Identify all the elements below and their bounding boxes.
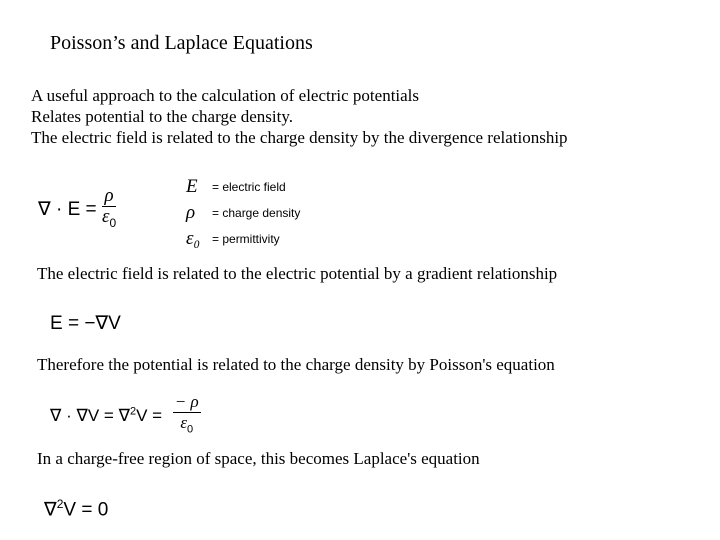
legend-symbol: ε₀ [186,228,201,249]
laplace-equation [44,497,108,521]
laplace-tail: V = 0 [63,499,109,521]
poisson-denominator [180,413,193,439]
poisson-fraction [173,392,201,439]
divergence-fraction [102,186,116,233]
laplace-superscript: 2 [56,497,64,511]
intro-paragraph [31,85,568,148]
symbol-legend [186,174,300,252]
legend-label: = charge density [212,206,301,220]
divergence-lhs: ∇ · E = [38,198,97,220]
divergence-denominator [102,207,116,233]
laplace-nabla: ∇ [44,499,57,521]
intro-line-2: Relates potential to the charge density. [31,107,294,126]
poisson-lhs-tail: V = [136,406,163,426]
legend-row-permittivity [186,226,300,252]
gradient-text: The electric field is related to the electric potential by a gradient relationship [37,264,558,283]
poisson-lhs-main: ∇ · ∇V = ∇ [50,406,130,426]
legend-label: = permittivity [212,232,280,246]
divergence-numerator: ρ [104,185,114,206]
intro-line-1: A useful approach to the calculation of electric potentials [31,86,420,105]
intro-line-3: The electric field is related to the charge density by the divergence relationship [31,128,568,147]
poisson-text: Therefore the potential is related to the charge density by Poisson's equation [37,355,555,374]
legend-symbol: ρ [186,202,196,223]
legend-label: = electric field [212,180,286,194]
gradient-equation: E = −∇V [50,313,121,334]
poisson-epsilon: ε [180,413,188,432]
poisson-numerator: − ρ [174,392,199,411]
poisson-lhs [50,406,167,425]
laplace-text: In a charge-free region of space, this becomes Laplace's equation [37,449,480,468]
legend-symbol: E [186,176,198,197]
legend-row-electric-field [186,174,300,200]
divergence-subscript: 0 [109,215,117,230]
legend-row-charge-density [186,200,300,226]
page-title: Poisson’s and Laplace Equations [50,32,313,54]
poisson-superscript: 2 [129,405,137,418]
divergence-epsilon: ε [101,206,110,227]
poisson-equation [50,392,201,439]
divergence-equation [38,186,116,233]
poisson-subscript: 0 [187,423,194,436]
